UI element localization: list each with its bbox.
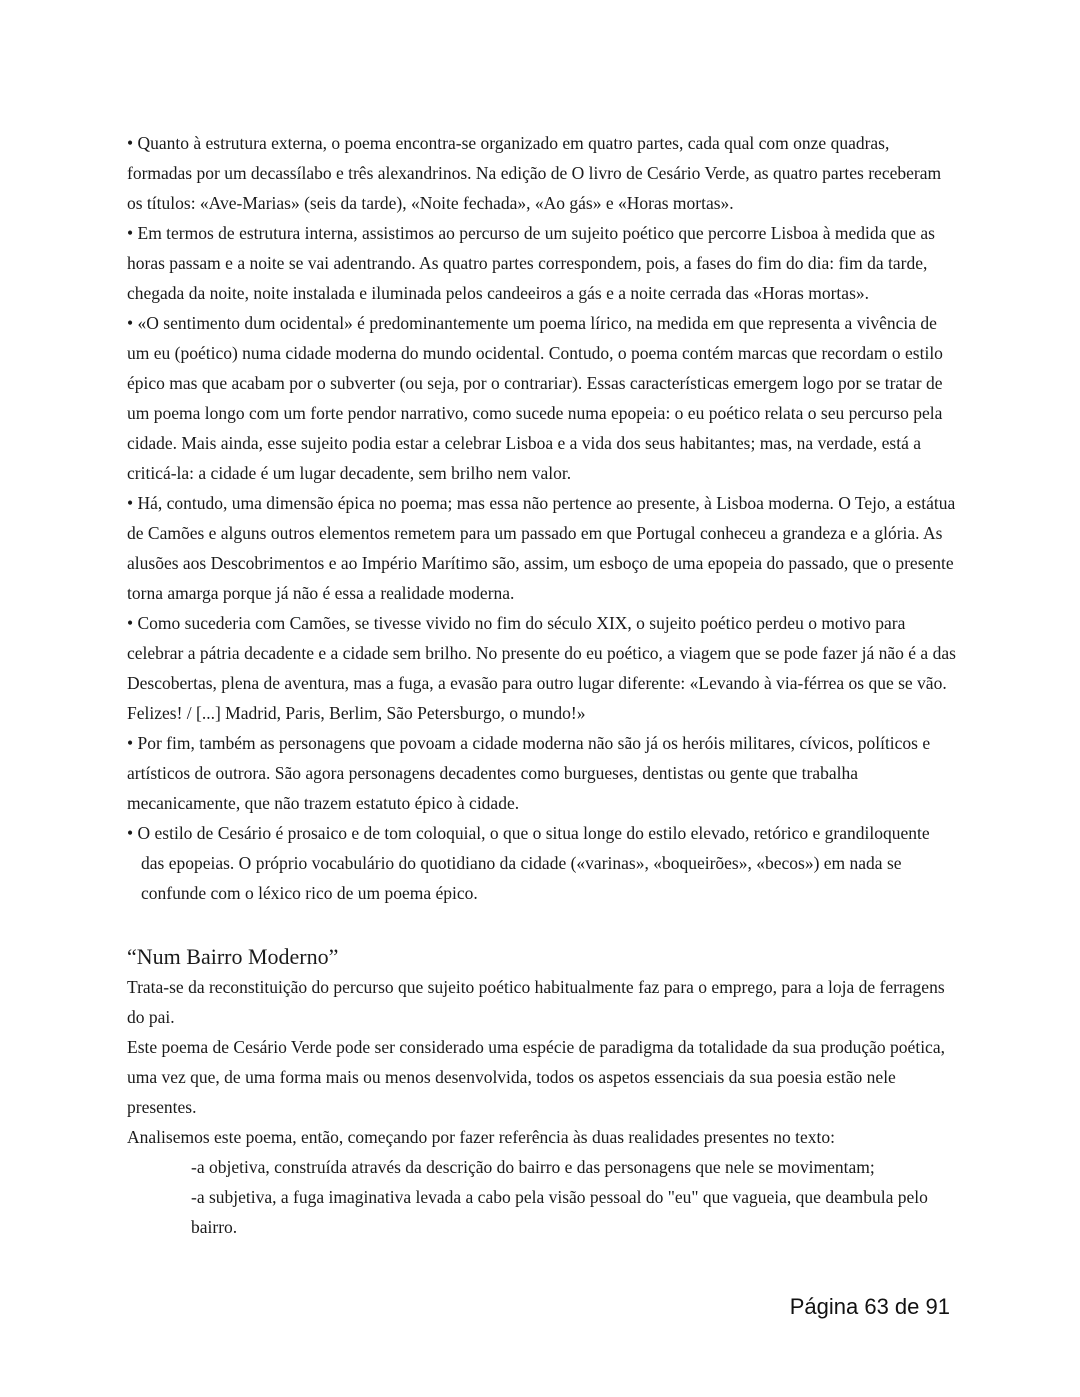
document-body <box>127 128 957 1242</box>
bullet-epic-dimension: • Há, contudo, uma dimensão épica no poema; mas essa não pertence ao presente, à Lisboa moderna. O Tejo, a estátua de Camões e alguns outros elementos remetem para um passado em que Portugal conheceu a grandeza e a glória. As alusões aos Descobrimentos e ao Império Marítimo são, assim, um esboço de uma epopeia do passado, que o presente torna amarga porque já não é essa a realidade moderna. <box>127 493 956 603</box>
bullet-lyric-poem: • «O sentimento dum ocidental» é predominantemente um poema lírico, na medida em que representa a vivência de um eu (poético) numa cidade moderna do mundo ocidental. Contudo, o poema contém marcas que recordam o estilo épico mas que acabam por o subverter (ou seja, por o contrariar). Essas características emergem logo por se tratar de um poema longo com um forte pendor narrativo, como sucede numa epopeia: o eu poético relata o seu percurso pela cidade. Mais ainda, esse sujeito podia estar a celebrar Lisboa e a vida dos seus habitantes; mas, na verdade, está a criticá-la: a cidade é um lugar decadente, sem brilho nem valor. <box>127 313 943 483</box>
section-title: “Num Bairro Moderno” <box>127 944 339 969</box>
section-paragraph-route: Trata-se da reconstituição do percurso que sujeito poético habitualmente faz para o emprego, para a loja de ferragens do pai. <box>127 977 945 1027</box>
bullet-external-structure: • Quanto à estrutura externa, o poema encontra-se organizado em quatro partes, cada qual com onze quadras, formadas por um decassílabo e três alexandrinos. Na edição de O livro de Cesário Verde, as quatro partes receberam os títulos: «Ave-Marias» (seis da tarde), «Noite fechada», «Ao gás» e «Horas mortas». <box>127 133 942 213</box>
bullet-internal-structure: • Em termos de estrutura interna, assistimos ao percurso de um sujeito poético que percorre Lisboa à medida que as horas passam e a noite se vai adentrando. As quatro partes correspondem, pois, a fases do fim do dia: fim da tarde, chegada da noite, noite instalada e iluminada pelos candeeiros a gás e a noite cerrada das «Horas mortas». <box>127 223 935 303</box>
bullet-style: • O estilo de Cesário é prosaico e de tom coloquial, o que o situa longe do estilo elevado, retórico e grandiloquente das epopeias. O próprio vocabulário do quotidiano da cidade («varinas», «boqueirões», «becos») em nada se confunde com o léxico rico de um poema épico. <box>127 823 930 903</box>
sub-item-objective: -a objetiva, construída através da descrição do bairro e das personagens que nele se movimentam; <box>191 1157 875 1177</box>
page-number: Página 63 de 91 <box>789 1294 950 1319</box>
sub-item-subjective: -a subjetiva, a fuga imaginativa levada a cabo pela visão pessoal do "eu" que vagueia, que deambula pelo bairro. <box>191 1187 928 1237</box>
bullet-camoes-comparison: • Como sucederia com Camões, se tivesse vivido no fim do século XIX, o sujeito poético perdeu o motivo para celebrar a pátria decadente e a cidade sem brilho. No presente do eu poético, a viagem que se pode fazer já não é a das Descobertas, plena de aventura, mas a fuga, a evasão para outro lugar diferente: «Levando à via-férrea os que se vão. Felizes! / [...] Madrid, Paris, Berlim, São Petersburgo, o mundo!» <box>127 613 956 723</box>
bullet-characters: • Por fim, também as personagens que povoam a cidade moderna não são já os heróis militares, cívicos, políticos e artísticos de outrora. São agora personagens decadentes como burgueses, dentistas ou gente que trabalha mecanicamente, que não trazem estatuto épico à cidade. <box>127 733 931 813</box>
section-paragraph-paradigm: Este poema de Cesário Verde pode ser considerado uma espécie de paradigma da totalidade da sua produção poética, uma vez que, de uma forma mais ou menos desenvolvida, todos os aspetos essenciais da sua poesia estão nele presentes. <box>127 1037 945 1117</box>
section-paragraph-analysis: Analisemos este poema, então, começando por fazer referência às duas realidades presentes no texto: <box>127 1127 835 1147</box>
